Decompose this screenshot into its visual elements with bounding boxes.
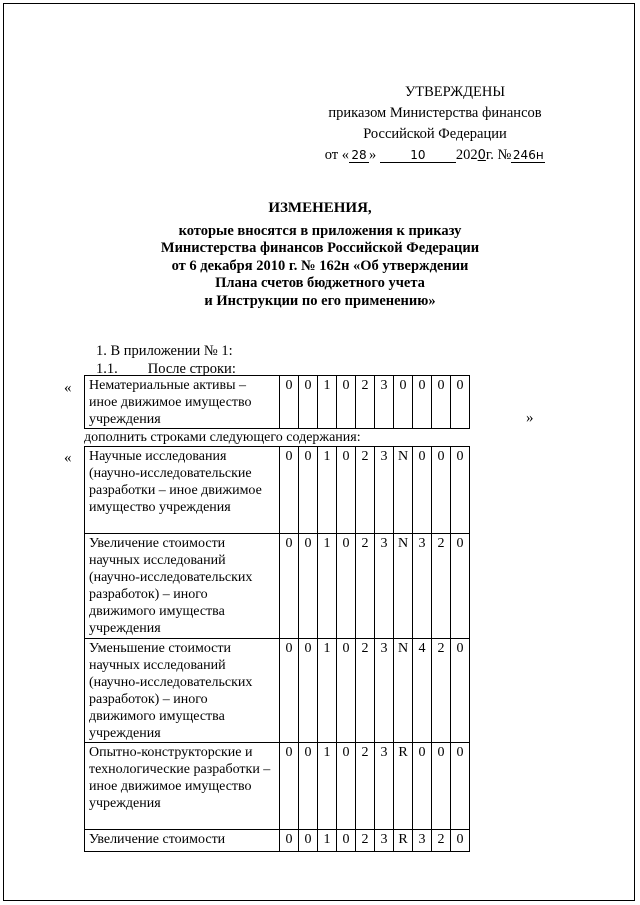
code-digit: 4 — [413, 639, 432, 743]
approved-line-ministry: приказом Министерства финансов — [328, 105, 542, 121]
code-digit: 0 — [280, 534, 299, 639]
code-digit: 2 — [432, 830, 451, 852]
code-digit: 0 — [280, 639, 299, 743]
code-digit: 3 — [413, 830, 432, 852]
code-digit: 0 — [451, 534, 470, 639]
code-digit: 1 — [318, 639, 337, 743]
code-digit: 0 — [451, 743, 470, 830]
new-rows-table — [84, 446, 470, 852]
code-digit: N — [394, 639, 413, 743]
title-line: и Инструкции по его применению» — [204, 292, 436, 309]
code-digit: 3 — [375, 534, 394, 639]
account-name: Научные исследования (научно-исследовательские разработки – иное движимое имущество учреждения — [85, 447, 280, 534]
code-digit: 0 — [299, 534, 318, 639]
code-digit: 1 — [318, 830, 337, 852]
code-digit: 0 — [280, 743, 299, 830]
account-name: Увеличение стоимости научных исследований (научно-исследовательских разработок) – иного движимого имущества учреждения — [85, 534, 280, 639]
month-field: 10 — [380, 148, 456, 163]
code-digit: 2 — [356, 376, 375, 429]
code-digit: 2 — [356, 534, 375, 639]
code-digit: 0 — [299, 447, 318, 534]
code-digit: 2 — [356, 447, 375, 534]
table-row — [85, 447, 470, 534]
order-number-field: 246н — [512, 148, 544, 162]
table-row — [85, 743, 470, 830]
approval-block — [300, 82, 570, 166]
title-main: ИЗМЕНЕНИЯ, — [268, 200, 372, 216]
approval-date-line — [300, 145, 570, 166]
table-row — [85, 830, 470, 852]
code-digit: 0 — [337, 830, 356, 852]
section-1-1-number: 1.1. — [96, 361, 118, 377]
code-digit: 0 — [394, 376, 413, 429]
code-digit: N — [394, 447, 413, 534]
code-digit: 1 — [318, 447, 337, 534]
code-digit: 3 — [375, 639, 394, 743]
code-digit: 3 — [375, 447, 394, 534]
code-digit: 0 — [451, 639, 470, 743]
year-suffix: г. № — [485, 147, 512, 163]
code-digit: 0 — [337, 376, 356, 429]
day-field: 28 — [349, 148, 369, 163]
code-digit: N — [394, 534, 413, 639]
code-digit: 0 — [280, 447, 299, 534]
code-digit: 1 — [318, 376, 337, 429]
table-row — [85, 639, 470, 743]
quote-open-2: « — [64, 450, 72, 466]
approved-heading: УТВЕРЖДЕНЫ — [404, 84, 506, 100]
code-digit: 0 — [337, 534, 356, 639]
title-line: от 6 декабря 2010 г. № 162н «Об утверждении — [171, 257, 469, 274]
table-row — [85, 534, 470, 639]
account-name: Увеличение стоимости — [85, 830, 280, 852]
title-line: Министерства финансов Российской Федерации — [160, 240, 480, 256]
code-digit: 2 — [356, 830, 375, 852]
code-digit: 3 — [413, 534, 432, 639]
quote-open-1: « — [64, 380, 72, 396]
code-digit: 0 — [432, 743, 451, 830]
title-line: которые вносятся в приложения к приказу — [178, 222, 462, 239]
code-digit: 2 — [356, 743, 375, 830]
code-digit: 3 — [375, 376, 394, 429]
code-digit: 0 — [280, 376, 299, 429]
code-digit: 0 — [451, 376, 470, 429]
code-digit: 0 — [432, 447, 451, 534]
code-digit: 3 — [375, 830, 394, 852]
account-name: Нематериальные активы – иное движимое имущество учреждения — [85, 376, 280, 429]
code-digit: 0 — [413, 743, 432, 830]
code-digit: 2 — [432, 639, 451, 743]
code-digit: 1 — [318, 534, 337, 639]
code-digit: 2 — [432, 534, 451, 639]
account-name: Опытно-конструкторские и технологические разработки – иное движимое имущество учреждения — [85, 743, 280, 830]
code-digit: 0 — [337, 743, 356, 830]
year-digit: 0 — [477, 148, 486, 163]
existing-row-table — [84, 375, 470, 429]
code-digit: 0 — [451, 830, 470, 852]
code-digit: 0 — [413, 447, 432, 534]
code-digit: 0 — [413, 376, 432, 429]
code-digit: R — [394, 830, 413, 852]
title-line: Плана счетов бюджетного учета — [215, 275, 425, 291]
code-digit: 0 — [299, 743, 318, 830]
code-digit: 1 — [318, 743, 337, 830]
code-digit: 0 — [299, 639, 318, 743]
document-title — [120, 200, 520, 310]
approved-line-federation: Российской Федерации — [363, 126, 507, 142]
date-prefix: от « — [324, 147, 349, 163]
code-digit: 2 — [356, 639, 375, 743]
section-1-1-text: После строки: — [147, 361, 236, 377]
day-suffix: » — [368, 147, 377, 163]
code-digit: 0 — [280, 830, 299, 852]
code-digit: 0 — [451, 447, 470, 534]
table-row — [85, 376, 470, 429]
code-digit: 3 — [375, 743, 394, 830]
code-digit: 0 — [432, 376, 451, 429]
code-digit: 0 — [299, 376, 318, 429]
code-digit: 0 — [299, 830, 318, 852]
supplement-instruction: дополнить строками следующего содержания: — [84, 430, 361, 445]
code-digit: R — [394, 743, 413, 830]
code-digit: 0 — [337, 639, 356, 743]
code-digit: 0 — [337, 447, 356, 534]
account-name: Уменьшение стоимости научных исследований (научно-исследовательских разработок) – иного движимого имущества учреждения — [85, 639, 280, 743]
year-prefix: 202 — [455, 147, 478, 163]
section-1-heading: 1. В приложении № 1: — [96, 343, 233, 359]
quote-close-1: » — [526, 410, 534, 426]
